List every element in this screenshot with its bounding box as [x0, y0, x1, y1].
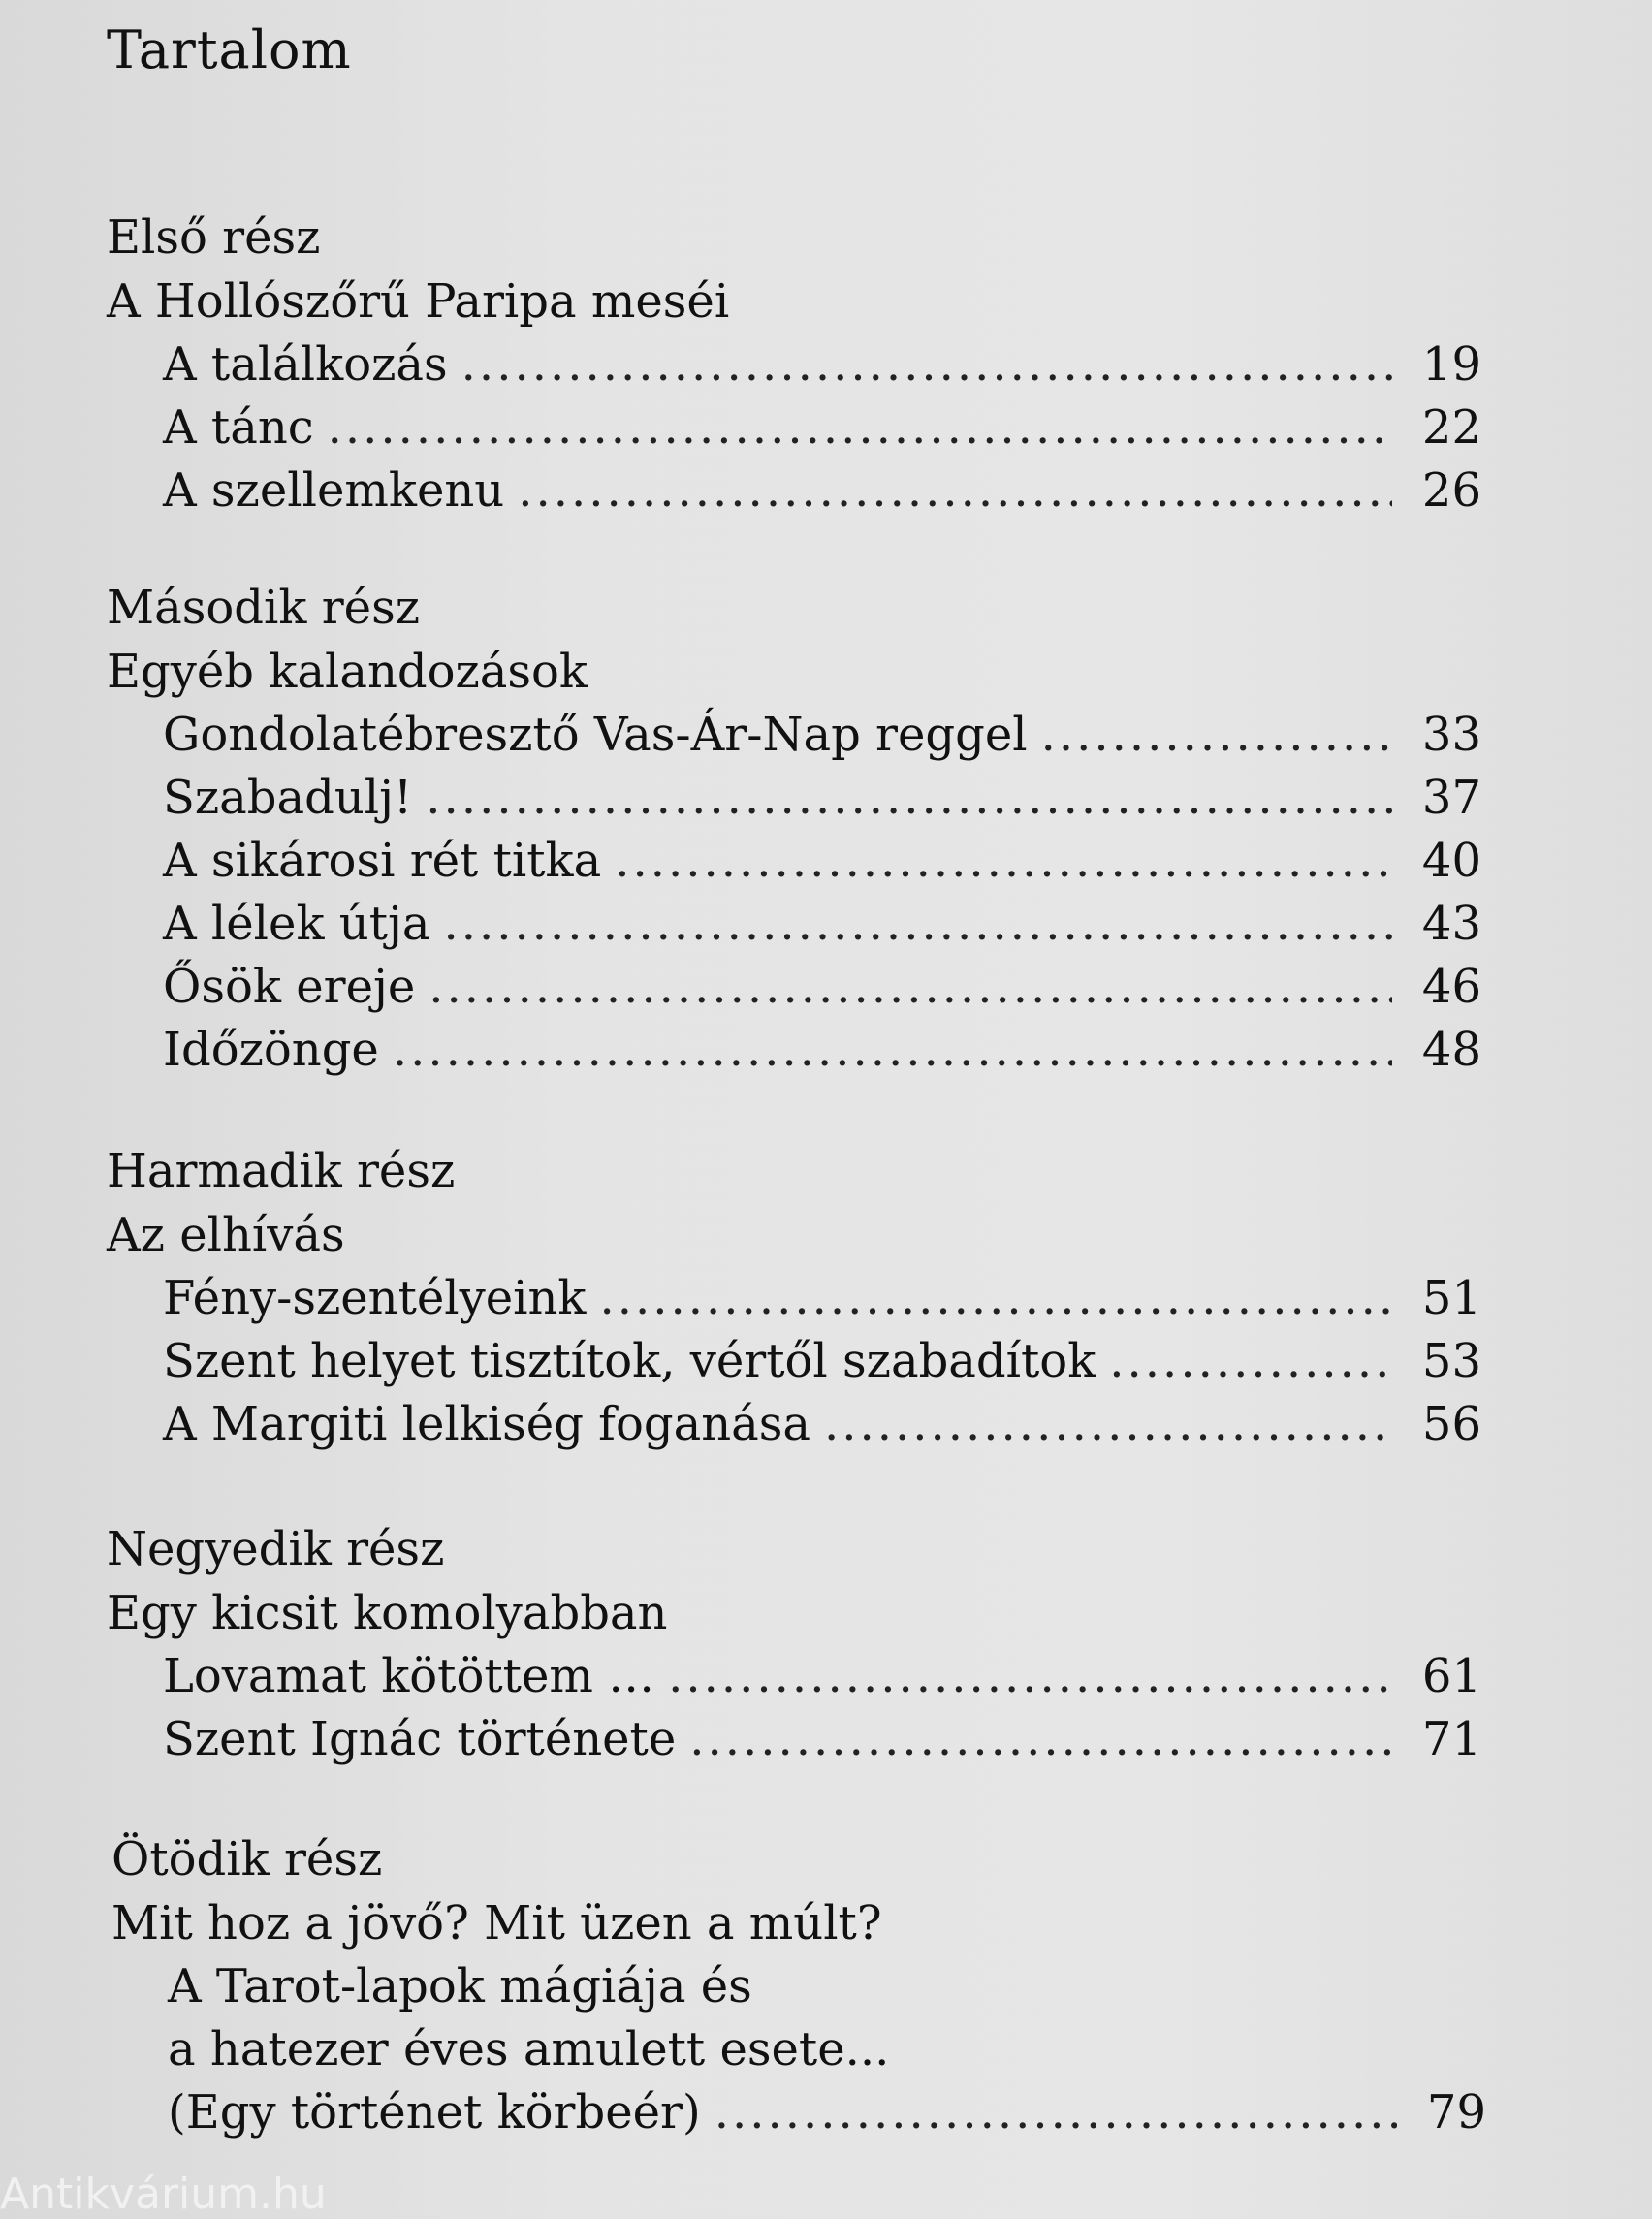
dot-leader — [518, 460, 1392, 523]
entry-title-line: a hatezer éves amulett esete... — [168, 2022, 890, 2076]
entry-page-number: 46 — [1421, 960, 1481, 1014]
toc-entry[interactable] — [163, 767, 1481, 830]
entry-title: A tánc — [163, 400, 314, 455]
part-label: Második rész — [107, 581, 420, 635]
part-2 — [107, 576, 1522, 1082]
toc-entry[interactable] — [163, 1645, 1481, 1708]
entry-page-number: 43 — [1421, 897, 1481, 951]
entry-page-number: 79 — [1426, 2085, 1486, 2140]
entry-title: A lélek útja — [163, 897, 430, 951]
dot-leader — [1109, 1330, 1392, 1393]
watermark: Antikvárium.hu — [0, 2170, 327, 2219]
dot-leader — [393, 1019, 1392, 1082]
part-label: Negyedik rész — [107, 1522, 445, 1576]
part-title: A Hollószőrű Paripa meséi — [107, 274, 730, 329]
part-3 — [107, 1139, 1522, 1456]
entry-title: A sikárosi rét titka — [163, 834, 602, 888]
entry-title: A szellemkenu — [163, 463, 505, 518]
entry-page-number: 19 — [1421, 337, 1481, 392]
part-label: Ötödik rész — [111, 1832, 383, 1886]
entry-title: Lovamat kötöttem … — [163, 1649, 655, 1703]
toc-entry[interactable] — [163, 1019, 1481, 1082]
toc-entry[interactable] — [163, 704, 1481, 767]
part-5 — [111, 1827, 1527, 2144]
dot-leader — [824, 1393, 1392, 1456]
entry-page-number: 33 — [1421, 708, 1481, 762]
toc-entry[interactable] — [163, 830, 1481, 893]
entry-title-line: A Tarot-lapok mágiája és — [168, 1959, 752, 2013]
entry-title: Szabadulj! — [163, 771, 413, 825]
entry-title: Gondolatébresztő Vas-Ár-Nap reggel — [163, 708, 1028, 762]
part-4 — [107, 1517, 1522, 1771]
part-label: Első rész — [107, 210, 321, 265]
entry-page-number: 53 — [1421, 1334, 1481, 1388]
entry-page-number: 48 — [1421, 1023, 1481, 1077]
dot-leader — [715, 2081, 1397, 2144]
dot-leader — [668, 1645, 1392, 1708]
entry-title: A találkozás — [163, 337, 448, 392]
entry-title: Ősök ereje — [163, 960, 416, 1014]
dot-leader — [426, 767, 1392, 830]
toc-entry[interactable] — [163, 333, 1481, 396]
toc-entry[interactable] — [168, 2081, 1486, 2144]
dot-leader — [429, 956, 1392, 1019]
entry-title: Szent helyet tisztítok, vértől szabadítok — [163, 1334, 1096, 1388]
entry-page-number: 71 — [1421, 1712, 1481, 1766]
entry-page-number: 37 — [1421, 771, 1481, 825]
dot-leader — [689, 1708, 1392, 1771]
entry-page-number: 51 — [1421, 1271, 1481, 1325]
page-title: Tartalom — [107, 19, 352, 80]
part-title: Az elhívás — [107, 1208, 345, 1262]
toc-entry[interactable] — [163, 893, 1481, 956]
part-title: Mit hoz a jövő? Mit üzen a múlt? — [111, 1896, 882, 1950]
toc-entry[interactable] — [163, 956, 1481, 1019]
part-title: Egy kicsit komolyabban — [107, 1586, 668, 1640]
dot-leader — [1041, 704, 1392, 767]
dot-leader — [615, 830, 1392, 893]
toc-entry[interactable] — [163, 396, 1481, 460]
part-title: Egyéb kalandozások — [107, 645, 588, 699]
toc-entry[interactable] — [163, 460, 1481, 523]
toc-entry[interactable] — [163, 1330, 1481, 1393]
entry-title: Szent Ignác története — [163, 1712, 677, 1766]
entry-page-number: 56 — [1421, 1397, 1481, 1451]
entry-page-number: 40 — [1421, 834, 1481, 888]
dot-leader — [461, 333, 1392, 396]
dot-leader — [600, 1267, 1393, 1330]
toc-entry[interactable] — [163, 1708, 1481, 1771]
toc-entry[interactable] — [163, 1393, 1481, 1456]
entry-title: Fény-szentélyeink — [163, 1271, 587, 1325]
entry-title: A Margiti lelkiség foganása — [163, 1397, 810, 1451]
entry-title: Időzönge — [163, 1023, 379, 1077]
dot-leader — [328, 396, 1392, 460]
dot-leader — [443, 893, 1392, 956]
entry-page-number: 22 — [1421, 400, 1481, 455]
toc-entry[interactable] — [163, 1267, 1481, 1330]
part-label: Harmadik rész — [107, 1144, 456, 1198]
part-1 — [107, 206, 1522, 523]
entry-page-number: 61 — [1421, 1649, 1481, 1703]
entry-title: (Egy történet körbeér) — [168, 2085, 701, 2140]
entry-page-number: 26 — [1421, 463, 1481, 518]
